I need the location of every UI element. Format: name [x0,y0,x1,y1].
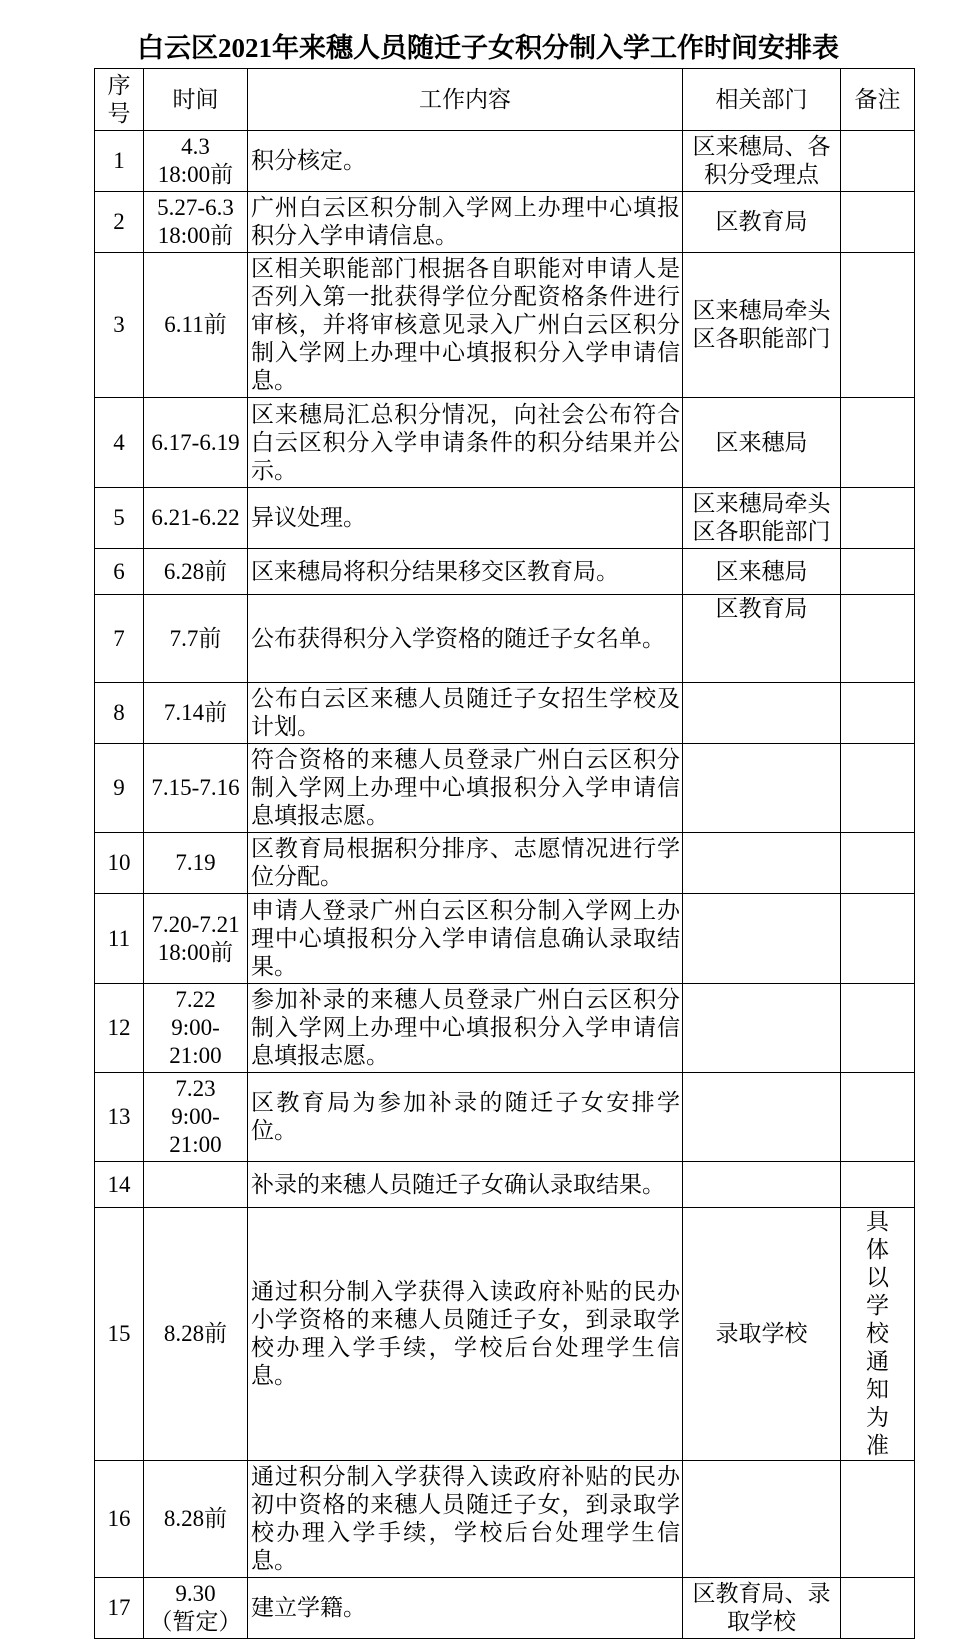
row-number: 16 [95,1461,144,1578]
row-time: 6.17-6.19 [144,398,248,488]
row-dept [683,744,841,833]
header-time: 时间 [144,69,248,131]
row-content: 建立学籍。 [248,1578,683,1639]
row-number: 17 [95,1578,144,1639]
row-content: 申请人登录广州白云区积分制入学网上办理中心填报积分入学申请信息确认录取结果。 [248,894,683,984]
table-row [95,984,915,1073]
row-time: 7.22 9:00- 21:00 [144,984,248,1073]
row-dept [683,984,841,1073]
row-number: 13 [95,1073,144,1162]
row-note [841,1461,915,1578]
row-time: 6.11前 [144,253,248,398]
row-note [841,192,915,253]
row-time: 7.23 9:00- 21:00 [144,1073,248,1162]
row-number: 11 [95,894,144,984]
row-dept [683,894,841,984]
row-content: 积分核定。 [248,131,683,192]
row-content: 符合资格的来穗人员登录广州白云区积分制入学网上办理中心填报积分入学申请信息填报志愿。 [248,744,683,833]
row-number: 10 [95,833,144,894]
row-time: 8.28前 [144,1461,248,1578]
row-dept: 区来穗局牵头区各职能部门 [683,488,841,549]
row-time: 7.14前 [144,683,248,744]
table-row [95,549,915,595]
row-note [841,131,915,192]
schedule-table [94,68,915,1639]
row-content: 通过积分制入学获得入读政府补贴的民办初中资格的来穗人员随迁子女，到录取学校办理入学手续，学校后台处理学生信息。 [248,1461,683,1578]
header-no: 序号 [95,69,144,131]
row-number: 6 [95,549,144,595]
row-content: 补录的来穗人员随迁子女确认录取结果。 [248,1162,683,1208]
table-row [95,488,915,549]
row-note: 具体以学校通知为准 [841,1208,915,1461]
header-content: 工作内容 [248,69,683,131]
row-time: 4.3 18:00前 [144,131,248,192]
row-note [841,683,915,744]
table-row [95,192,915,253]
row-number: 12 [95,984,144,1073]
row-content: 区来穗局汇总积分情况，向社会公布符合白云区积分入学申请条件的积分结果并公示。 [248,398,683,488]
row-number: 8 [95,683,144,744]
row-note [841,833,915,894]
document-title: 白云区2021年来穗人员随迁子女积分制入学工作时间安排表 [137,33,839,63]
table-row [95,595,915,683]
row-note [841,549,915,595]
row-number: 9 [95,744,144,833]
row-dept: 区来穗局牵头区各职能部门 [683,253,841,398]
row-content: 区教育局为参加补录的随迁子女安排学位。 [248,1073,683,1162]
row-dept: 区教育局 [683,595,841,683]
row-number: 15 [95,1208,144,1461]
table-header-row [95,69,915,131]
row-number: 7 [95,595,144,683]
row-time [144,1162,248,1208]
table-row [95,894,915,984]
table-row [95,744,915,833]
table-row [95,1461,915,1578]
row-content: 区来穗局将积分结果移交区教育局。 [248,549,683,595]
table-row [95,1162,915,1208]
row-note [841,1073,915,1162]
row-note [841,488,915,549]
row-content: 广州白云区积分制入学网上办理中心填报积分入学申请信息。 [248,192,683,253]
row-dept [683,1162,841,1208]
row-content: 区相关职能部门根据各自职能对申请人是否列入第一批获得学位分配资格条件进行审核，并将审核意见录入广州白云区积分制入学网上办理中心填报积分入学申请信息。 [248,253,683,398]
row-dept: 区教育局、录取学校 [683,1578,841,1639]
row-dept: 区教育局 [683,192,841,253]
row-time: 7.15-7.16 [144,744,248,833]
row-dept [683,1461,841,1578]
row-note [841,894,915,984]
table-row [95,1578,915,1639]
row-dept: 区来穗局、各积分受理点 [683,131,841,192]
row-time: 7.7前 [144,595,248,683]
row-note [841,744,915,833]
table-row [95,398,915,488]
table-row [95,833,915,894]
table-row [95,683,915,744]
row-note [841,595,915,683]
row-dept: 录取学校 [683,1208,841,1461]
row-time: 6.28前 [144,549,248,595]
row-note [841,1162,915,1208]
row-dept: 区来穗局 [683,549,841,595]
row-time: 5.27-6.3 18:00前 [144,192,248,253]
row-time: 6.21-6.22 [144,488,248,549]
header-dept: 相关部门 [683,69,841,131]
row-content: 参加补录的来穗人员登录广州白云区积分制入学网上办理中心填报积分入学申请信息填报志愿。 [248,984,683,1073]
row-note [841,398,915,488]
row-note [841,253,915,398]
row-content: 通过积分制入学获得入读政府补贴的民办小学资格的来穗人员随迁子女，到录取学校办理入学手续，学校后台处理学生信息。 [248,1208,683,1461]
row-dept: 区来穗局 [683,398,841,488]
row-time: 8.28前 [144,1208,248,1461]
row-note [841,984,915,1073]
row-dept [683,683,841,744]
row-number: 14 [95,1162,144,1208]
row-time: 9.30 （暂定） [144,1578,248,1639]
row-number: 3 [95,253,144,398]
row-content: 异议处理。 [248,488,683,549]
header-note: 备注 [841,69,915,131]
table-row [95,131,915,192]
row-dept [683,1073,841,1162]
row-content: 区教育局根据积分排序、志愿情况进行学位分配。 [248,833,683,894]
table-row [95,1208,915,1461]
row-number: 4 [95,398,144,488]
row-note [841,1578,915,1639]
row-number: 1 [95,131,144,192]
row-number: 2 [95,192,144,253]
row-content: 公布获得积分入学资格的随迁子女名单。 [248,595,683,683]
row-number: 5 [95,488,144,549]
row-time: 7.20-7.21 18:00前 [144,894,248,984]
row-dept [683,833,841,894]
table-row [95,253,915,398]
row-content: 公布白云区来穗人员随迁子女招生学校及计划。 [248,683,683,744]
table-row [95,1073,915,1162]
row-time: 7.19 [144,833,248,894]
